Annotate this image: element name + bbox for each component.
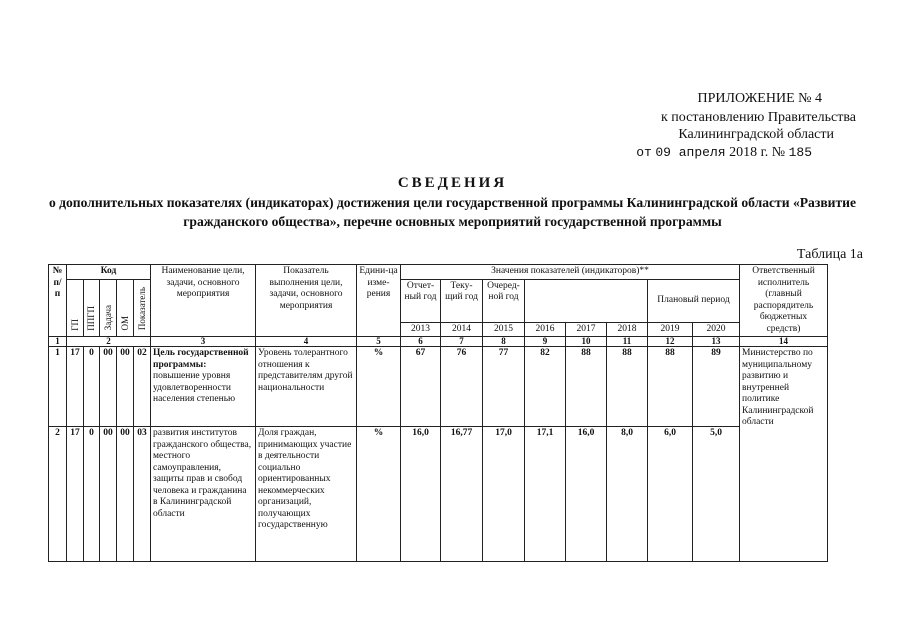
value-cell: 17,0 [483,427,525,562]
value-cell: 67 [401,347,441,427]
value-cell: 5,0 [693,427,740,562]
value-cell: 82 [525,347,566,427]
document-title: СВЕДЕНИЯ [397,175,508,191]
col-number: 6 [401,337,441,347]
row-unit: % [357,427,401,562]
appendix-line-2: к постановлению Правительства [660,110,856,125]
col-number: 3 [151,337,256,347]
date-year: 2018 г. № [729,145,786,160]
header-plan-period: Плановый период [648,279,740,322]
header-responsible: Ответственный исполнитель (главный распорядитель бюджетных средств) [740,265,828,337]
col-number: 1 [49,337,67,347]
row-responsible: Министерство по муниципальному развитию и внутренней политике Калининградской области [740,347,828,562]
code-cell: 0 [84,347,100,427]
table-caption: Таблица 1а [796,247,863,262]
year-cell: 2014 [441,322,483,337]
value-cell: 88 [566,347,607,427]
col-number: 9 [525,337,566,347]
header-num: № п/п [49,265,67,337]
col-number: 12 [648,337,693,347]
header-report-year: Отчет-ный год [401,279,441,322]
code-col-om: ОМ [117,279,134,337]
value-cell: 88 [607,347,648,427]
header-row-1 [49,265,828,280]
date-prefix: от [636,145,652,160]
value-cell: 17,1 [525,427,566,562]
code-cell: 00 [117,347,134,427]
value-cell: 76 [441,347,483,427]
code-cell: 00 [100,427,117,562]
value-cell: 16,0 [401,427,441,562]
value-cell: 16,0 [566,427,607,562]
col-number: 5 [357,337,401,347]
row-indicator: Уровень толерантного отношения к представителям другой национальности [256,347,357,427]
col-number: 2 [67,337,151,347]
col-number: 7 [441,337,483,347]
header-code: Код [67,265,151,280]
header-values: Значения показателей (индикаторов)** [401,265,740,280]
code-cell: 00 [117,427,134,562]
appendix-line-1: ПРИЛОЖЕНИЕ № 4 [697,91,822,106]
code-cell: 00 [100,347,117,427]
row-unit: % [357,347,401,427]
column-number-row [49,337,828,347]
row-name: Цель государственной программы: повышение уровня удовлетворенности населения степенью [151,347,256,427]
col-number: 11 [607,337,648,347]
year-cell: 2019 [648,322,693,337]
year-cell: 2013 [401,322,441,337]
appendix-line-3: Калининградской области [678,127,834,142]
code-cell: 03 [134,427,151,562]
col-number: 8 [483,337,525,347]
header-blank [525,279,648,322]
document-subtitle: о дополнительных показателях (индикаторах) достижения цели государственной программы Калининградской области «Развитие гражданского общества», перечне основных мероприятий государственной программы [48,195,857,229]
value-cell: 8,0 [607,427,648,562]
year-cell: 2018 [607,322,648,337]
year-cell: 2020 [693,322,740,337]
code-col-indicator: Показатель [134,279,151,337]
code-cell: 02 [134,347,151,427]
value-cell: 77 [483,347,525,427]
header-current-year: Теку-щий год [441,279,483,322]
col-number: 10 [566,337,607,347]
code-cell: 17 [67,427,84,562]
header-next-year: Очеред-ной год [483,279,525,322]
row-name: развития институтов гражданского общества, местного самоуправления, защиты прав и свобод человека и гражданина в Калининградской области [151,427,256,562]
value-cell: 88 [648,347,693,427]
indicators-table [48,264,828,562]
year-cell: 2017 [566,322,607,337]
appendix-date-line [636,145,812,161]
col-number: 14 [740,337,828,347]
code-col-gp: ГП [67,279,84,337]
table-row [49,427,828,562]
year-cell: 2016 [525,322,566,337]
col-number: 4 [256,337,357,347]
table-row [49,347,828,427]
header-name: Наименование цели, задачи, основного мероприятия [151,265,256,337]
date-text: 09 апреля [655,145,726,160]
code-col-ppgp: ППГП [84,279,100,337]
value-cell: 89 [693,347,740,427]
row-num: 2 [49,427,67,562]
document-number: 185 [788,145,812,160]
code-cell: 0 [84,427,100,562]
value-cell: 16,77 [441,427,483,562]
row-num: 1 [49,347,67,427]
value-cell: 6,0 [648,427,693,562]
header-indicator: Показатель выполнения цели, задачи, основного мероприятия [256,265,357,337]
code-col-task: Задача [100,279,117,337]
col-number: 13 [693,337,740,347]
year-cell: 2015 [483,322,525,337]
row-indicator: Доля граждан, принимающих участие в деятельности социально ориентированных некоммерческих организаций, получающих государственную [256,427,357,562]
code-cell: 17 [67,347,84,427]
header-unit: Едини-ца изме-рения [357,265,401,337]
